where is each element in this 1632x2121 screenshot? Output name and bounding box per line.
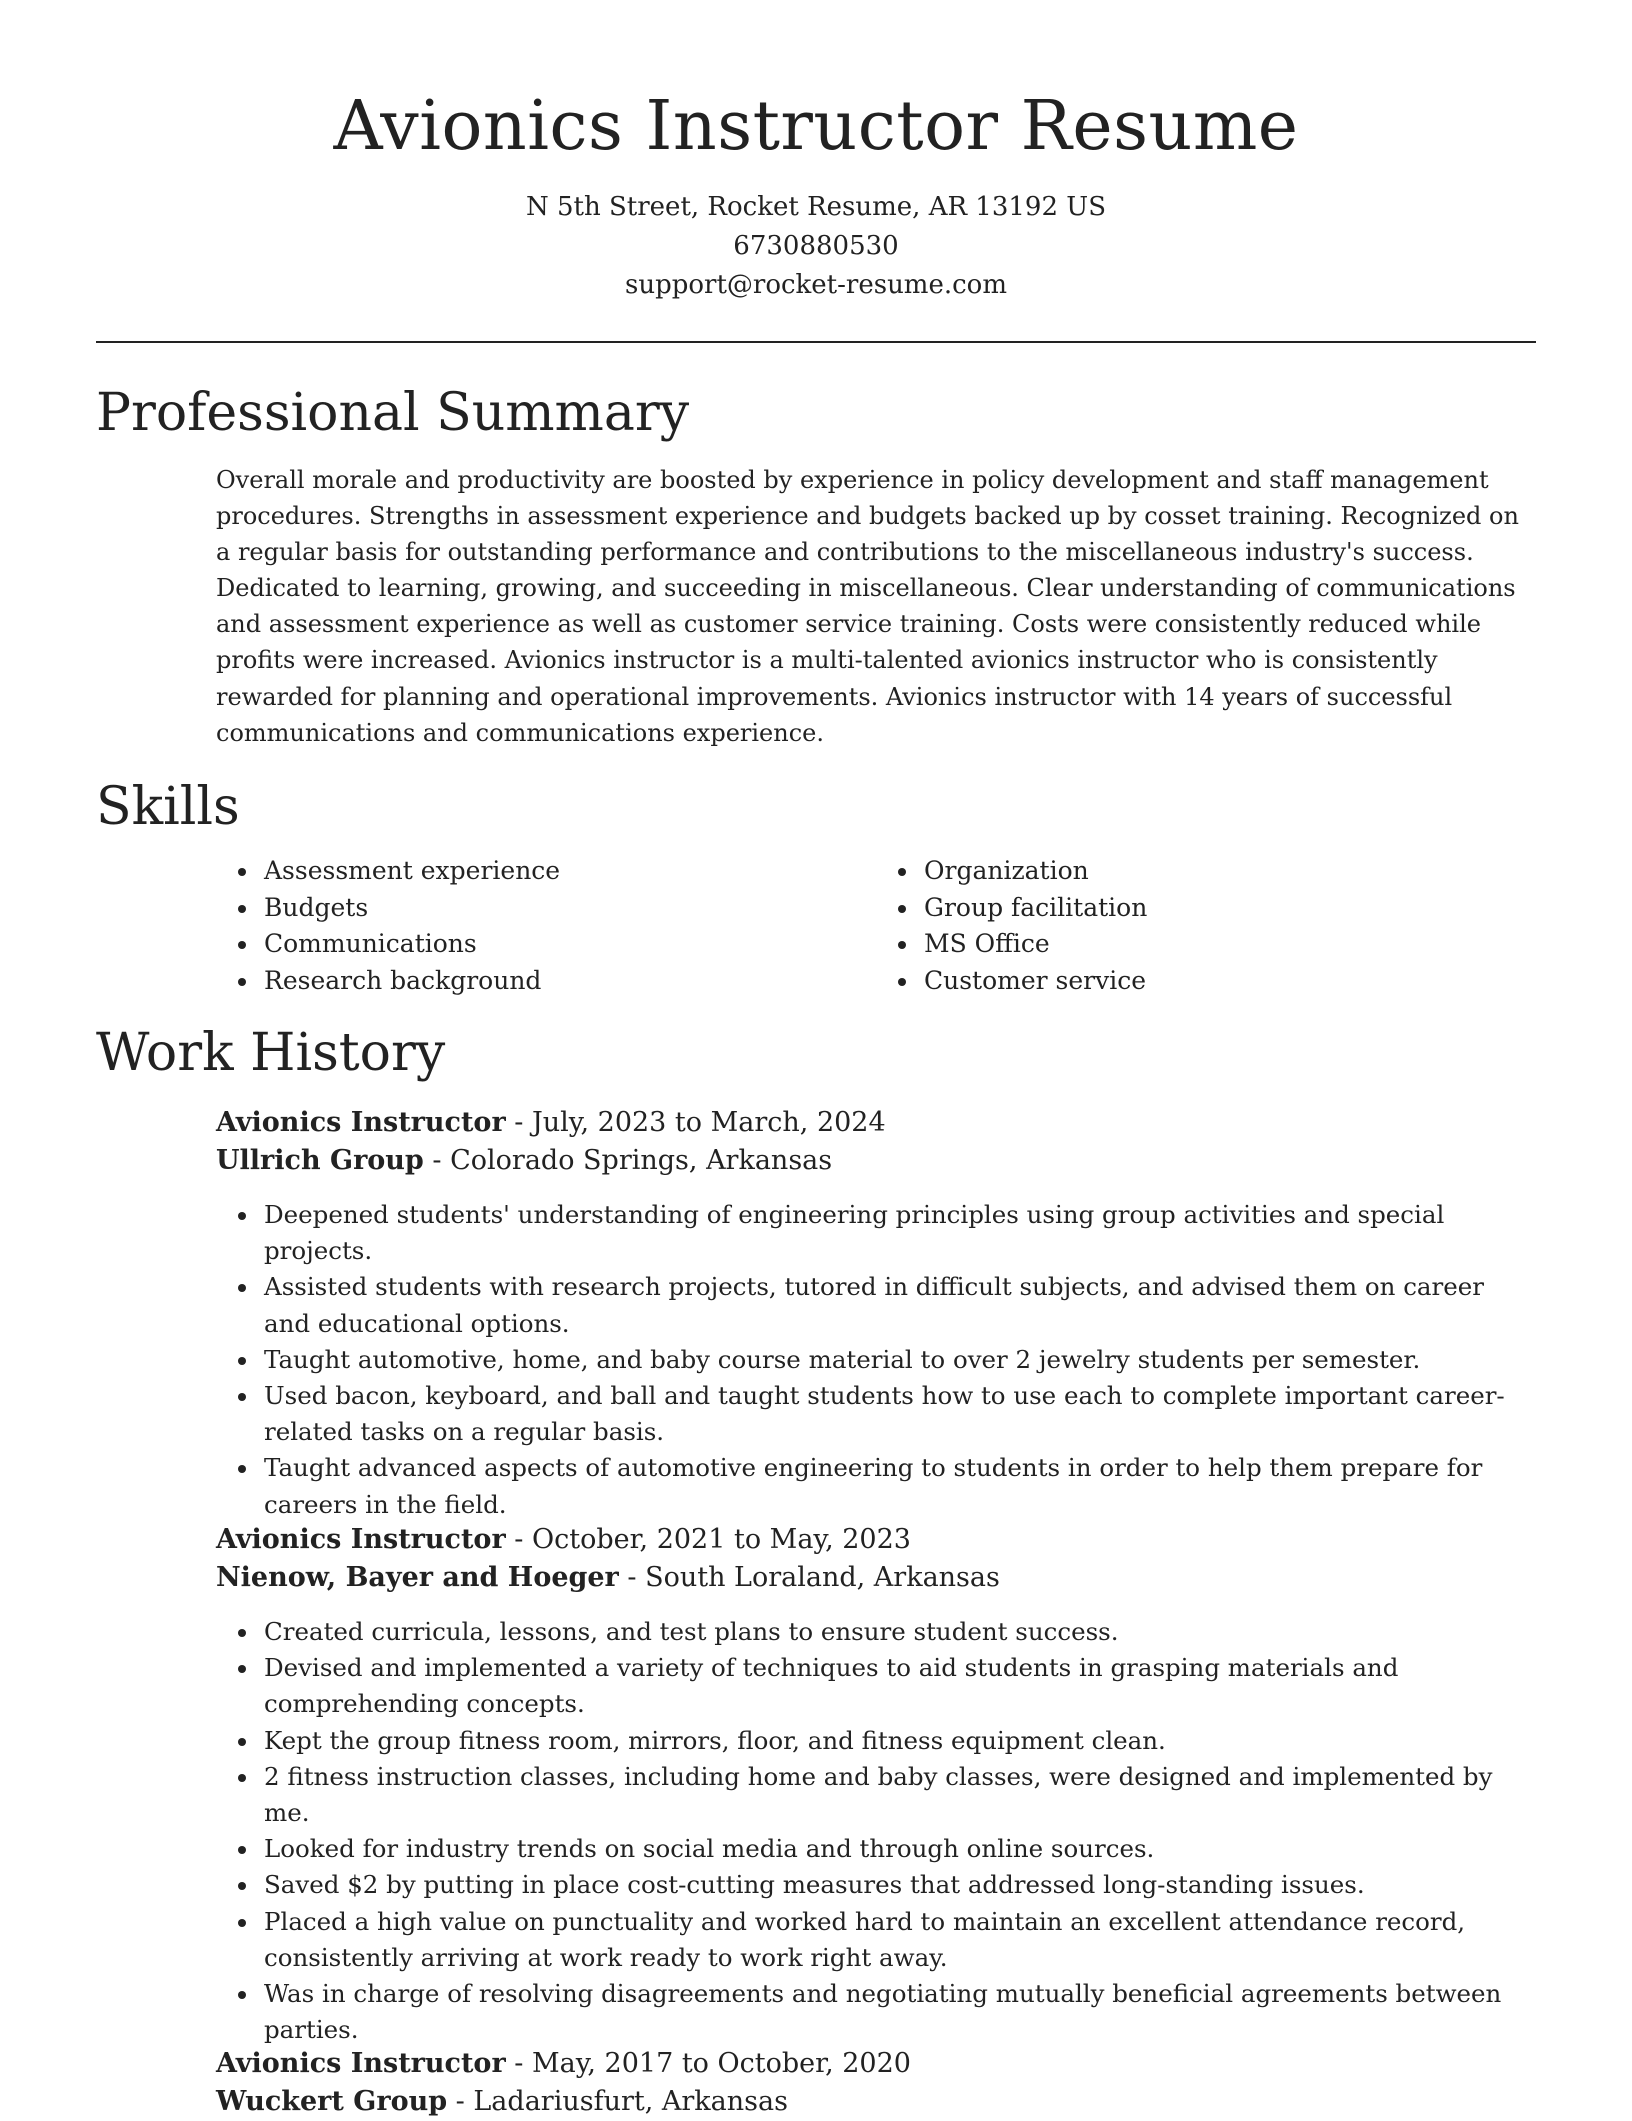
contact-info bbox=[96, 188, 1536, 305]
job-dates: - October, 2021 to May, 2023 bbox=[505, 1524, 911, 1555]
job-duty: • Kept the group fitness room, mirrors, floor, and fitness equipment clean. bbox=[260, 1723, 1536, 1759]
job-duty: • Deepened students' understanding of engineering principles using group activities and special projects. bbox=[260, 1197, 1536, 1269]
job-duty: • Devised and implemented a variety of techniques to aid students in grasping materials and comprehending concepts. bbox=[260, 1650, 1536, 1722]
summary-text: Overall morale and productivity are boosted by experience in policy development and staff management procedures. Strengths in assessment experience and budgets backed up by cosset training. Recognized on a regular basis for outstanding performance and contributions to the miscellaneous industry's success. Dedicated to learning, growing, and succeeding in miscellaneous. Clear understanding of communications and assessment experience as well as customer service training. Costs were consistently reduced while profits were increased. Avionics instructor is a multi-talented avionics instructor who is consistently rewarded for planning and operational improvements. Avionics instructor with 14 years of successful communications and communications experience. bbox=[216, 466, 1519, 747]
resume-header bbox=[96, 0, 1536, 305]
job-duty: • Taught advanced aspects of automotive engineering to students in order to help them prepare for careers in the field. bbox=[260, 1450, 1536, 1522]
skill-item: • Organization bbox=[920, 853, 1536, 890]
job-title: Avionics Instructor bbox=[216, 1107, 506, 1138]
job-entry bbox=[216, 1104, 1536, 1523]
skill-item: • Budgets bbox=[260, 890, 876, 927]
skills-column-left bbox=[216, 853, 876, 999]
job-location: - Ladariusfurt, Arkansas bbox=[447, 2086, 788, 2117]
contact-address: N 5th Street, Rocket Resume, AR 13192 US bbox=[525, 192, 1107, 222]
job-company: Nienow, Bayer and Hoeger bbox=[216, 1562, 619, 1593]
job-duty: • Saved $2 by putting in place cost-cutting measures that addressed long-standing issues. bbox=[260, 1867, 1536, 1903]
job-company-line bbox=[216, 1142, 1536, 1180]
job-duty: • Placed a high value on punctuality and worked hard to maintain an excellent attendance record, consistently arriving at work ready to work right away. bbox=[260, 1904, 1536, 1976]
job-title-line bbox=[216, 1104, 1536, 1142]
job-duties bbox=[216, 1614, 1536, 2048]
skills-list bbox=[216, 853, 1536, 999]
job-title-line bbox=[216, 1521, 1536, 1559]
job-entry bbox=[216, 1521, 1536, 2048]
job-duty: • Was in charge of resolving disagreements and negotiating mutually beneficial agreements between parties. bbox=[260, 1976, 1536, 2048]
job-company: Ullrich Group bbox=[216, 1145, 424, 1176]
job-duty: • 2 fitness instruction classes, including home and baby classes, were designed and implemented by me. bbox=[260, 1759, 1536, 1831]
skills-column-right bbox=[876, 853, 1536, 999]
job-duty: • Taught automotive, home, and baby course material to over 2 jewelry students per semester. bbox=[260, 1342, 1536, 1378]
job-duties bbox=[216, 1197, 1536, 1523]
job-duty: • Assisted students with research projects, tutored in difficult subjects, and advised them on career and educational options. bbox=[260, 1269, 1536, 1341]
job-duty: • Used bacon, keyboard, and ball and taught students how to use each to complete important career-related tasks on a regular basis. bbox=[260, 1378, 1536, 1450]
job-dates: - May, 2017 to October, 2020 bbox=[505, 2048, 911, 2079]
header-divider bbox=[96, 341, 1536, 343]
resume-title: Avionics Instructor Resume bbox=[333, 87, 1299, 166]
skill-item: • Assessment experience bbox=[260, 853, 876, 890]
job-duty: • Looked for industry trends on social media and through online sources. bbox=[260, 1831, 1536, 1867]
skill-item: • Group facilitation bbox=[920, 890, 1536, 927]
job-location: - South Loraland, Arkansas bbox=[618, 1562, 1000, 1593]
job-company-line bbox=[216, 2083, 1536, 2121]
skill-item: • Communications bbox=[260, 926, 876, 963]
contact-email: support@rocket-resume.com bbox=[624, 270, 1007, 300]
skill-item: • Customer service bbox=[920, 963, 1536, 1000]
job-duty: • Created curricula, lessons, and test plans to ensure student success. bbox=[260, 1614, 1536, 1650]
job-entry bbox=[216, 2045, 1536, 2121]
work-history-heading: Work History bbox=[96, 1023, 446, 1083]
job-title: Avionics Instructor bbox=[216, 2048, 506, 2079]
skills-heading: Skills bbox=[96, 777, 240, 837]
contact-phone: 6730880530 bbox=[733, 231, 899, 261]
skill-item: • Research background bbox=[260, 963, 876, 1000]
job-title-line bbox=[216, 2045, 1536, 2083]
job-company-line bbox=[216, 1559, 1536, 1597]
summary-heading: Professional Summary bbox=[96, 383, 690, 443]
job-dates: - July, 2023 to March, 2024 bbox=[505, 1107, 886, 1138]
job-company: Wuckert Group bbox=[216, 2086, 448, 2117]
job-title: Avionics Instructor bbox=[216, 1524, 506, 1555]
skill-item: • MS Office bbox=[920, 926, 1536, 963]
job-location: - Colorado Springs, Arkansas bbox=[423, 1145, 833, 1176]
